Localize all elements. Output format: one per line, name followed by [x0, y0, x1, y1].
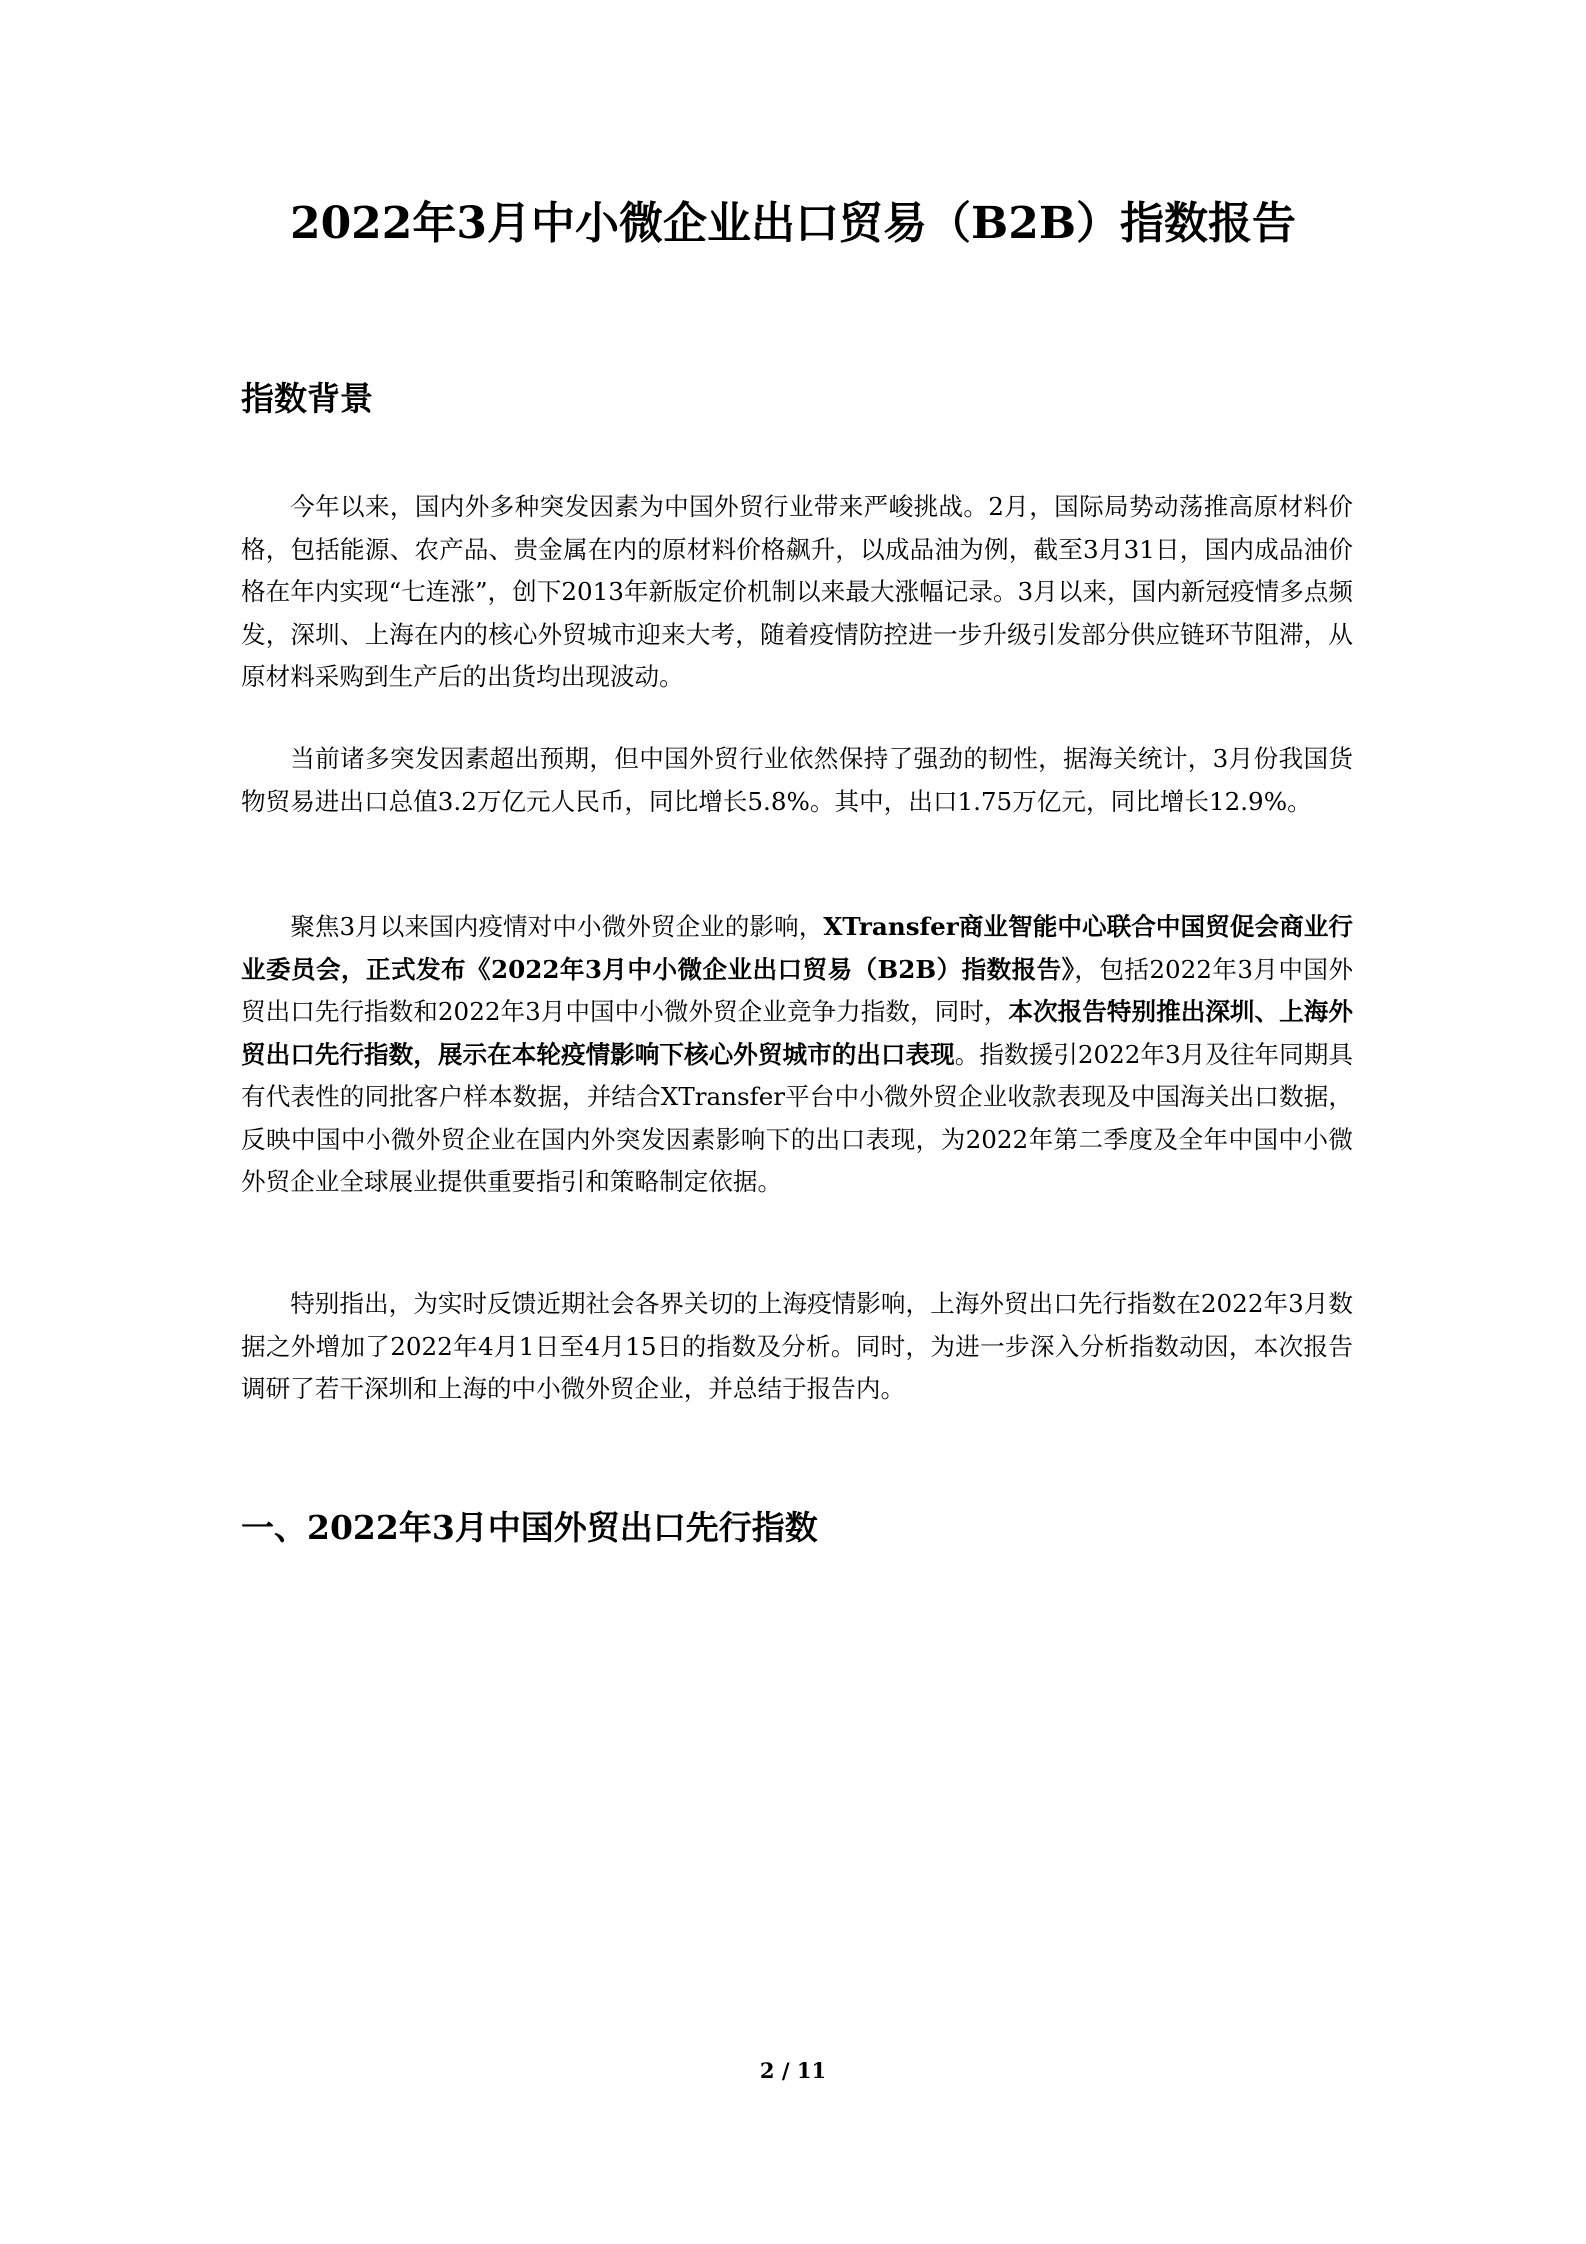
paragraph-report-release [241, 906, 1353, 1204]
paragraph-bold-text: XTransfer商业智能中心联合中国贸促会商业行业委员会，正式发布《2022年3月中小微企业出口贸易（B2B）指数报告》 [241, 912, 1353, 984]
paragraph-text: 。指数援引2022年3月及往年同期具有代表性的同批客户样本数据，并结合XTransfer平台中小微外贸企业收款表现及中国海关出口数据，反映中国中小微外贸企业在国内外突发因素影响下的出口表现，为2022年第二季度及全年中国中小微外贸企业全球展业提供重要指引和策略制定依据。 [241, 1039, 1353, 1196]
background-heading: 指数背景 [241, 379, 373, 418]
paragraph-shanghai-note: 特别指出，为实时反馈近期社会各界关切的上海疫情影响，上海外贸出口先行指数在2022年3月数据之外增加了2022年4月1日至4月15日的指数及分析。同时，为进一步深入分析指数动因，本次报告调研了若干深圳和上海的中小微外贸企业，并总结于报告内。 [241, 1289, 1353, 1403]
paragraph-challenges: 今年以来，国内外多种突发因素为中国外贸行业带来严峻挑战。2月，国际局势动荡推高原材料价格，包括能源、农产品、贵金属在内的原材料价格飙升，以成品油为例，截至3月31日，国内成品油价格在年内实现“七连涨”，创下2013年新版定价机制以来最大涨幅记录。3月以来，国内新冠疫情多点频发，深圳、上海在内的核心外贸城市迎来大考，随着疫情防控进一步升级引发部分供应链环节阻滞，从原材料采购到生产后的出货均出现波动。 [241, 492, 1353, 691]
document-title: 2022年3月中小微企业出口贸易（B2B）指数报告 [289, 198, 1297, 249]
paragraph-text: ，包括2022年3月中国外贸出口先行指数和2022年3月中国中小微外贸企业竞争力指数，同时， [241, 954, 1353, 1026]
page-number: 2 / 11 [759, 2058, 827, 2083]
paragraph-text: 聚焦3月以来国内疫情对中小微外贸企业的影响， [290, 912, 824, 941]
section-heading-export-index: 一、2022年3月中国外贸出口先行指数 [241, 1508, 818, 1547]
paragraph-customs-stats: 当前诸多突发因素超出预期，但中国外贸行业依然保持了强劲的韧性，据海关统计，3月份我国货物贸易进出口总值3.2万亿元人民币，同比增长5.8%。其中，出口1.75万亿元，同比增长12.9%。 [241, 744, 1353, 816]
paragraph-bold-text: 本次报告特别推出深圳、上海外贸出口先行指数，展示在本轮疫情影响下核心外贸城市的出口表现 [241, 997, 1353, 1069]
